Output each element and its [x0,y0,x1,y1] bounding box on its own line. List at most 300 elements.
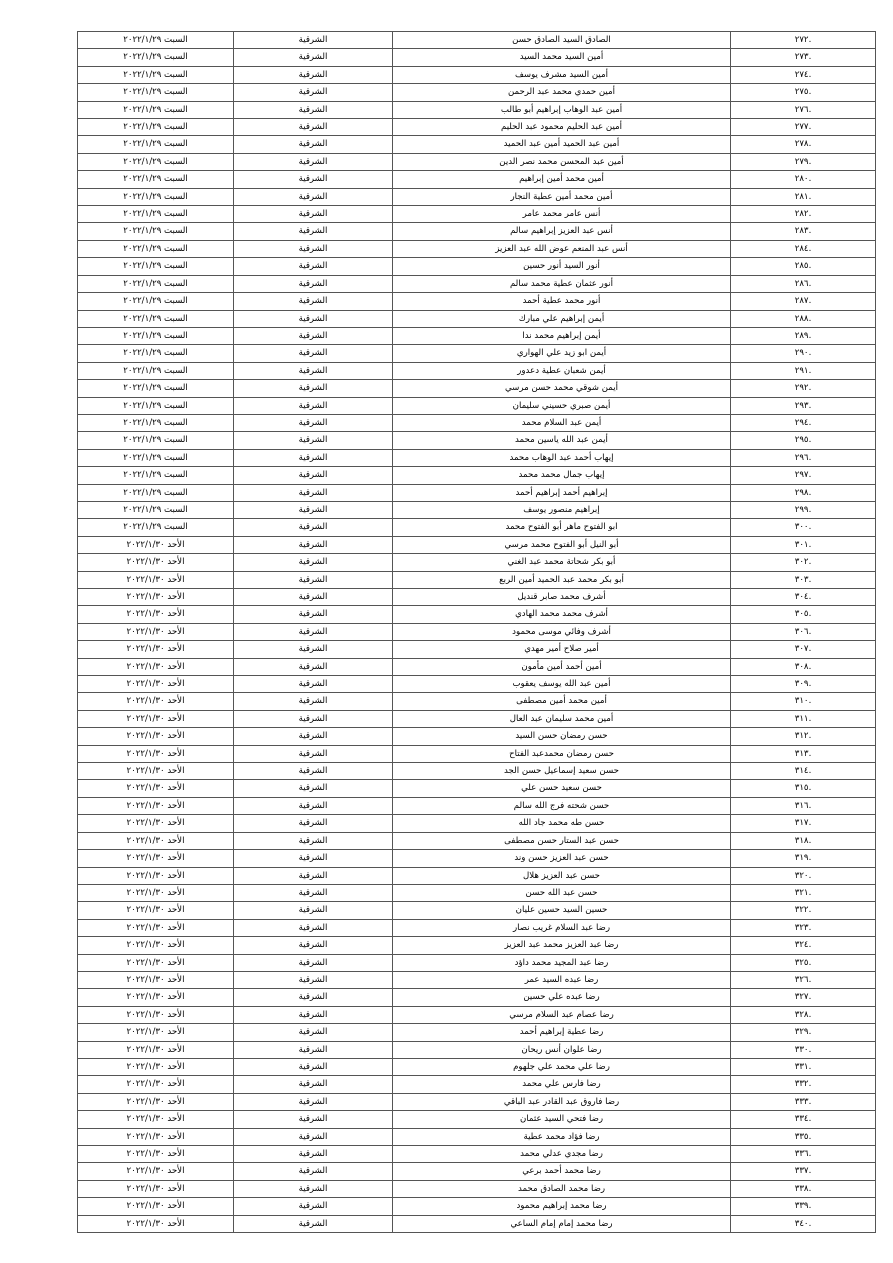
person-name: رضا فتحي السيد عثمان [393,1111,731,1128]
governorate: الشرقية [234,989,393,1006]
table-row [78,1006,876,1023]
person-name: رضا عبده السيد عمر [393,971,731,988]
appointment-date: السبت ٢٠٢٢/١/٢٩ [78,258,234,275]
appointment-date: الأحد ٢٠٢٢/١/٣٠ [78,1146,234,1163]
row-number: .٣٠١ [731,536,876,553]
person-name: أبو بكر محمد عبد الحميد أمين الربع [393,571,731,588]
person-name: حسن شحته فرج الله سالم [393,797,731,814]
table-row [78,432,876,449]
governorate: الشرقية [234,1111,393,1128]
table-row [78,188,876,205]
person-name: حسن عبد الله حسن [393,884,731,901]
governorate: الشرقية [234,1180,393,1197]
person-name: أيمن إبراهيم محمد ندا [393,327,731,344]
governorate: الشرقية [234,119,393,136]
table-row [78,223,876,240]
governorate: الشرقية [234,1006,393,1023]
appointment-date: الأحد ٢٠٢٢/١/٣٠ [78,989,234,1006]
table-row [78,327,876,344]
person-name: أيمن شوقي محمد حسن مرسي [393,380,731,397]
table-row [78,797,876,814]
appointment-date: السبت ٢٠٢٢/١/٢٩ [78,501,234,518]
person-name: حسن طه محمد جاد الله [393,815,731,832]
person-name: أمين عبد الحميد أمين عبد الحميد [393,136,731,153]
appointment-date: الأحد ٢٠٢٢/١/٣٠ [78,797,234,814]
appointment-date: السبت ٢٠٢٢/١/٢٩ [78,66,234,83]
person-name: أشرف وفائي موسى محمود [393,623,731,640]
governorate: الشرقية [234,763,393,780]
appointment-date: السبت ٢٠٢٢/١/٢٩ [78,397,234,414]
row-number: .٣٣٥ [731,1128,876,1145]
row-number: .٢٨١ [731,188,876,205]
governorate: الشرقية [234,1076,393,1093]
person-name: رضا عبد السلام غريب نصار [393,919,731,936]
table-row [78,1076,876,1093]
governorate: الشرقية [234,676,393,693]
governorate: الشرقية [234,484,393,501]
appointment-date: الأحد ٢٠٢٢/١/٣٠ [78,641,234,658]
governorate: الشرقية [234,815,393,832]
governorate: الشرقية [234,467,393,484]
roster-table [77,31,876,1233]
person-name: رضا عبد المجيد محمد داؤد [393,954,731,971]
table-row [78,449,876,466]
person-name: أمين عبد الحليم محمود عبد الحليم [393,119,731,136]
governorate: الشرقية [234,380,393,397]
person-name: أمين حمدي محمد عبد الرحمن [393,84,731,101]
governorate: الشرقية [234,1041,393,1058]
person-name: أيمن صبري حسيني سليمان [393,397,731,414]
table-row [78,293,876,310]
governorate: الشرقية [234,501,393,518]
table-row [78,850,876,867]
person-name: أشرف محمد صابر قنديل [393,589,731,606]
person-name: رضا محمد إبراهيم محمود [393,1198,731,1215]
row-number: .٣١٩ [731,850,876,867]
governorate: الشرقية [234,937,393,954]
governorate: الشرقية [234,223,393,240]
governorate: الشرقية [234,1146,393,1163]
appointment-date: الأحد ٢٠٢٢/١/٣٠ [78,1128,234,1145]
table-row [78,919,876,936]
person-name: أبو النيل أبو الفتوح محمد مرسي [393,536,731,553]
person-name: رضا علي محمد علي جلهوم [393,1058,731,1075]
appointment-date: الأحد ٢٠٢٢/١/٣٠ [78,884,234,901]
person-name: رضا محمد أحمد برعي [393,1163,731,1180]
table-row [78,49,876,66]
person-name: رضا عصام عبد السلام مرسي [393,1006,731,1023]
row-number: .٢٩٦ [731,449,876,466]
person-name: أنس عامر محمد عامر [393,206,731,223]
person-name: حسن عبد العزيز هلال [393,867,731,884]
row-number: .٢٩٤ [731,414,876,431]
table-row [78,589,876,606]
governorate: الشرقية [234,1058,393,1075]
row-number: .٣٢٤ [731,937,876,954]
appointment-date: السبت ٢٠٢٢/١/٢٩ [78,467,234,484]
appointment-date: الأحد ٢٠٢٢/١/٣٠ [78,1093,234,1110]
table-row [78,815,876,832]
appointment-date: الأحد ٢٠٢٢/١/٣٠ [78,1163,234,1180]
appointment-date: السبت ٢٠٢٢/١/٢٩ [78,223,234,240]
appointment-date: الأحد ٢٠٢٢/١/٣٠ [78,536,234,553]
governorate: الشرقية [234,1093,393,1110]
appointment-date: الأحد ٢٠٢٢/١/٣٠ [78,763,234,780]
table-row [78,467,876,484]
appointment-date: الأحد ٢٠٢٢/١/٣٠ [78,867,234,884]
table-row [78,1093,876,1110]
governorate: الشرقية [234,362,393,379]
table-row [78,989,876,1006]
row-number: .٣٠٧ [731,641,876,658]
row-number: .٣١٤ [731,763,876,780]
governorate: الشرقية [234,66,393,83]
appointment-date: السبت ٢٠٢٢/١/٢٩ [78,188,234,205]
table-row [78,310,876,327]
row-number: .٣١٦ [731,797,876,814]
appointment-date: الأحد ٢٠٢٢/١/٣٠ [78,1198,234,1215]
person-name: رضا علوان أنس ريحان [393,1041,731,1058]
person-name: ابو الفتوح ماهر أبو الفتوح محمد [393,519,731,536]
appointment-date: السبت ٢٠٢٢/١/٢٩ [78,380,234,397]
table-row [78,606,876,623]
table-row [78,32,876,49]
appointment-date: الأحد ٢٠٢٢/١/٣٠ [78,1041,234,1058]
person-name: أنس عبد المنعم عوض الله عبد العزيز [393,240,731,257]
governorate: الشرقية [234,867,393,884]
appointment-date: السبت ٢٠٢٢/١/٢٩ [78,153,234,170]
appointment-date: السبت ٢٠٢٢/١/٢٩ [78,484,234,501]
appointment-date: الأحد ٢٠٢٢/١/٣٠ [78,589,234,606]
governorate: الشرقية [234,710,393,727]
table-row [78,1180,876,1197]
table-row [78,119,876,136]
person-name: حسن عبد الستار حسن مصطفى [393,832,731,849]
row-number: .٢٧٧ [731,119,876,136]
table-row [78,937,876,954]
appointment-date: الأحد ٢٠٢٢/١/٣٠ [78,971,234,988]
governorate: الشرقية [234,171,393,188]
appointment-date: السبت ٢٠٢٢/١/٢٩ [78,49,234,66]
appointment-date: السبت ٢٠٢٢/١/٢٩ [78,32,234,49]
appointment-date: الأحد ٢٠٢٢/١/٣٠ [78,902,234,919]
table-row [78,867,876,884]
governorate: الشرقية [234,606,393,623]
person-name: إيهاب جمال محمد محمد [393,467,731,484]
governorate: الشرقية [234,1024,393,1041]
row-number: .٢٩٥ [731,432,876,449]
appointment-date: السبت ٢٠٢٢/١/٢٩ [78,449,234,466]
person-name: أيمن عبد الله ياسين محمد [393,432,731,449]
person-name: أيمن عبد السلام محمد [393,414,731,431]
governorate: الشرقية [234,258,393,275]
row-number: .٣٣٦ [731,1146,876,1163]
appointment-date: السبت ٢٠٢٢/١/٢٩ [78,171,234,188]
governorate: الشرقية [234,745,393,762]
appointment-date: السبت ٢٠٢٢/١/٢٩ [78,101,234,118]
row-number: .٢٧٨ [731,136,876,153]
table-row [78,954,876,971]
appointment-date: الأحد ٢٠٢٢/١/٣٠ [78,571,234,588]
appointment-date: الأحد ٢٠٢٢/١/٣٠ [78,780,234,797]
table-row [78,641,876,658]
governorate: الشرقية [234,1163,393,1180]
person-name: رضا فؤاد محمد عطية [393,1128,731,1145]
person-name: حسن سعيد حسن علي [393,780,731,797]
row-number: .٣١٢ [731,728,876,745]
appointment-date: الأحد ٢٠٢٢/١/٣٠ [78,1111,234,1128]
appointment-date: الأحد ٢٠٢٢/١/٣٠ [78,745,234,762]
row-number: .٣٣٧ [731,1163,876,1180]
governorate: الشرقية [234,49,393,66]
table-row [78,971,876,988]
appointment-date: السبت ٢٠٢٢/١/٢٩ [78,240,234,257]
governorate: الشرقية [234,884,393,901]
row-number: .٢٨٩ [731,327,876,344]
row-number: .٢٨٤ [731,240,876,257]
row-number: .٣٠٦ [731,623,876,640]
appointment-date: الأحد ٢٠٢٢/١/٣٠ [78,1058,234,1075]
governorate: الشرقية [234,623,393,640]
appointment-date: السبت ٢٠٢٢/١/٢٩ [78,519,234,536]
governorate: الشرقية [234,658,393,675]
row-number: .٣٤٠ [731,1215,876,1232]
row-number: .٣١٣ [731,745,876,762]
row-number: .٣٣٤ [731,1111,876,1128]
row-number: .٣٢٣ [731,919,876,936]
table-row [78,902,876,919]
table-row [78,1146,876,1163]
governorate: الشرقية [234,153,393,170]
governorate: الشرقية [234,397,393,414]
governorate: الشرقية [234,641,393,658]
row-number: .٣٠٢ [731,554,876,571]
appointment-date: الأحد ٢٠٢٢/١/٣٠ [78,815,234,832]
appointment-date: الأحد ٢٠٢٢/١/٣٠ [78,850,234,867]
governorate: الشرقية [234,571,393,588]
person-name: أمين السيد مشرف يوسف [393,66,731,83]
table-row [78,745,876,762]
person-name: إيهاب أحمد عبد الوهاب محمد [393,449,731,466]
appointment-date: الأحد ٢٠٢٢/١/٣٠ [78,710,234,727]
person-name: أنور السيد أنور حسين [393,258,731,275]
person-name: أمين السيد محمد السيد [393,49,731,66]
governorate: الشرقية [234,345,393,362]
table-row [78,1024,876,1041]
person-name: حسن سعيد إسماعيل حسن الجد [393,763,731,780]
row-number: .٣٠٠ [731,519,876,536]
appointment-date: السبت ٢٠٢٢/١/٢٩ [78,345,234,362]
row-number: .٢٧٣ [731,49,876,66]
governorate: الشرقية [234,206,393,223]
person-name: أمين محمد أمين مصطفى [393,693,731,710]
row-number: .٣٢٨ [731,1006,876,1023]
table-row [78,153,876,170]
governorate: الشرقية [234,240,393,257]
person-name: رضا مجدي عدلي محمد [393,1146,731,1163]
appointment-date: السبت ٢٠٢٢/١/٢٩ [78,310,234,327]
person-name: أمين أحمد أمين مأمون [393,658,731,675]
row-number: .٢٩١ [731,362,876,379]
row-number: .٣٢٧ [731,989,876,1006]
appointment-date: الأحد ٢٠٢٢/١/٣٠ [78,554,234,571]
governorate: الشرقية [234,1215,393,1232]
governorate: الشرقية [234,797,393,814]
table-row [78,536,876,553]
person-name: أمين محمد أمين عطية النجار [393,188,731,205]
row-number: .٢٧٥ [731,84,876,101]
table-row [78,136,876,153]
person-name: رضا عبده علي حسين [393,989,731,1006]
table-row [78,571,876,588]
governorate: الشرقية [234,84,393,101]
table-row [78,240,876,257]
table-row [78,710,876,727]
row-number: .٣٢٩ [731,1024,876,1041]
table-row [78,275,876,292]
appointment-date: السبت ٢٠٢٢/١/٢٩ [78,84,234,101]
governorate: الشرقية [234,101,393,118]
row-number: .٣٢٢ [731,902,876,919]
appointment-date: الأحد ٢٠٢٢/١/٣٠ [78,1180,234,1197]
appointment-date: الأحد ٢٠٢٢/١/٣٠ [78,954,234,971]
row-number: .٢٨٥ [731,258,876,275]
governorate: الشرقية [234,589,393,606]
appointment-date: السبت ٢٠٢٢/١/٢٩ [78,136,234,153]
row-number: .٣٣٢ [731,1076,876,1093]
person-name: أنس عبد العزيز إبراهيم سالم [393,223,731,240]
governorate: الشرقية [234,310,393,327]
table-row [78,693,876,710]
appointment-date: السبت ٢٠٢٢/١/٢٩ [78,362,234,379]
row-number: .٣٣٠ [731,1041,876,1058]
row-number: .٢٨٠ [731,171,876,188]
appointment-date: الأحد ٢٠٢٢/١/٣٠ [78,1006,234,1023]
table-row [78,658,876,675]
table-row [78,763,876,780]
person-name: أمين محمد سليمان عبد العال [393,710,731,727]
governorate: الشرقية [234,136,393,153]
governorate: الشرقية [234,293,393,310]
row-number: .٢٧٩ [731,153,876,170]
governorate: الشرقية [234,919,393,936]
appointment-date: الأحد ٢٠٢٢/١/٣٠ [78,937,234,954]
row-number: .٢٩٨ [731,484,876,501]
governorate: الشرقية [234,832,393,849]
table-row [78,258,876,275]
appointment-date: الأحد ٢٠٢٢/١/٣٠ [78,658,234,675]
appointment-date: السبت ٢٠٢٢/١/٢٩ [78,206,234,223]
row-number: .٢٩٢ [731,380,876,397]
person-name: أمير صلاح أمير مهدي [393,641,731,658]
table-row [78,66,876,83]
person-name: رضا عطية إبراهيم أحمد [393,1024,731,1041]
appointment-date: السبت ٢٠٢٢/١/٢٩ [78,275,234,292]
person-name: أشرف محمد محمد الهادي [393,606,731,623]
table-row [78,1111,876,1128]
row-number: .٢٨٨ [731,310,876,327]
row-number: .٣١٠ [731,693,876,710]
governorate: الشرقية [234,432,393,449]
table-row [78,554,876,571]
table-row [78,380,876,397]
appointment-date: السبت ٢٠٢٢/١/٢٩ [78,414,234,431]
table-row [78,397,876,414]
appointment-date: الأحد ٢٠٢٢/١/٣٠ [78,1076,234,1093]
table-row [78,84,876,101]
table-row [78,1041,876,1058]
governorate: الشرقية [234,971,393,988]
table-row [78,1163,876,1180]
governorate: الشرقية [234,536,393,553]
governorate: الشرقية [234,188,393,205]
row-number: .٣٣١ [731,1058,876,1075]
governorate: الشرقية [234,850,393,867]
appointment-date: الأحد ٢٠٢٢/١/٣٠ [78,919,234,936]
governorate: الشرقية [234,902,393,919]
appointment-date: الأحد ٢٠٢٢/١/٣٠ [78,728,234,745]
row-number: .٢٩٠ [731,345,876,362]
person-name: رضا فاروق عبد القادر عبد الباقي [393,1093,731,1110]
table-row [78,1128,876,1145]
row-number: .٣١٨ [731,832,876,849]
row-number: .٣٠٩ [731,676,876,693]
row-number: .٢٩٣ [731,397,876,414]
person-name: أمين عبد المحسن محمد نصر الدين [393,153,731,170]
person-name: رضا محمد إمام إمام الساعي [393,1215,731,1232]
person-name: أمين عبد الله يوسف يعقوب [393,676,731,693]
table-row [78,623,876,640]
person-name: حسن رمضان محمدعبد الفتاح [393,745,731,762]
person-name: أيمن إبراهيم علي مبارك [393,310,731,327]
person-name: أيمن ابو زيد علي الهواري [393,345,731,362]
row-number: .٢٩٧ [731,467,876,484]
governorate: الشرقية [234,554,393,571]
person-name: الصادق السيد الصادق حسن [393,32,731,49]
appointment-date: الأحد ٢٠٢٢/١/٣٠ [78,623,234,640]
table-row [78,484,876,501]
table-row [78,676,876,693]
appointment-date: الأحد ٢٠٢٢/١/٣٠ [78,1215,234,1232]
table-row [78,1215,876,1232]
table-row [78,414,876,431]
appointment-date: السبت ٢٠٢٢/١/٢٩ [78,119,234,136]
row-number: .٣٢٦ [731,971,876,988]
table-row [78,728,876,745]
governorate: الشرقية [234,414,393,431]
row-number: .٢٩٩ [731,501,876,518]
row-number: .٣٠٨ [731,658,876,675]
appointment-date: الأحد ٢٠٢٢/١/٣٠ [78,832,234,849]
table-row [78,171,876,188]
governorate: الشرقية [234,327,393,344]
governorate: الشرقية [234,519,393,536]
roster-sheet [77,31,875,1233]
person-name: أمين عبد الوهاب إبراهيم أبو طالب [393,101,731,118]
person-name: أنور محمد عطية أحمد [393,293,731,310]
row-number: .٣٠٤ [731,589,876,606]
row-number: .٣٣٨ [731,1180,876,1197]
table-row [78,780,876,797]
governorate: الشرقية [234,1128,393,1145]
row-number: .٢٨٦ [731,275,876,292]
person-name: إبراهيم منصور يوسف [393,501,731,518]
governorate: الشرقية [234,693,393,710]
row-number: .٣٣٣ [731,1093,876,1110]
row-number: .٢٧٢ [731,32,876,49]
person-name: أمين محمد أمين إبراهيم [393,171,731,188]
appointment-date: السبت ٢٠٢٢/١/٢٩ [78,293,234,310]
